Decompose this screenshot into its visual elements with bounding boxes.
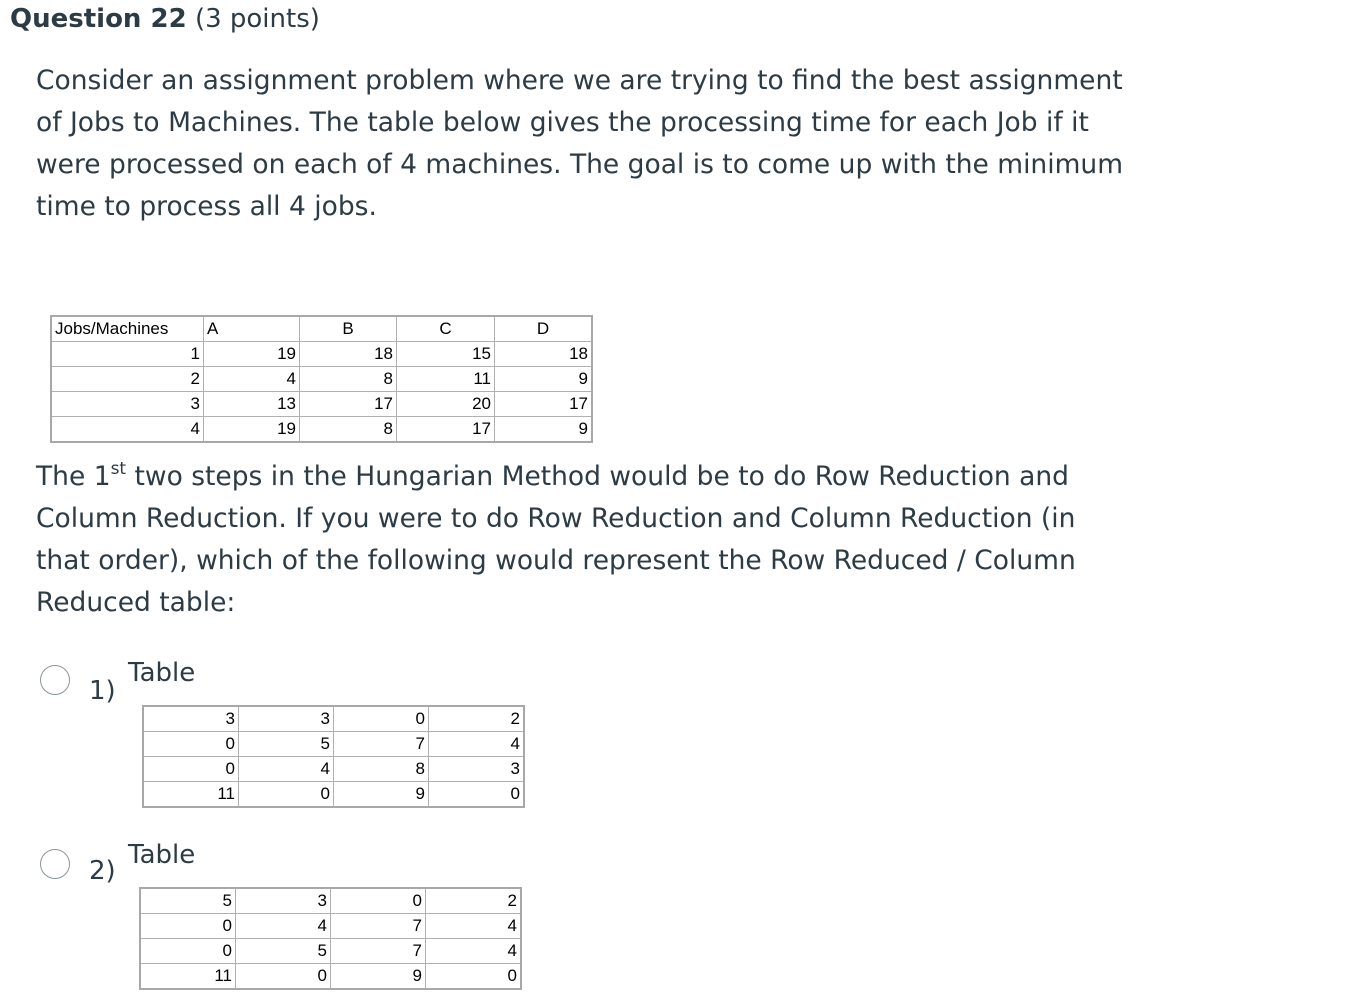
table-cell: 3 [236, 888, 331, 914]
table-cell: 9 [331, 964, 426, 990]
table-cell: 8 [300, 417, 397, 443]
option-2-radio[interactable] [40, 849, 70, 879]
table-row [143, 782, 524, 808]
table-cell: 3 [239, 706, 334, 732]
table-row [140, 939, 521, 964]
option-2-number: 2) [89, 856, 116, 886]
option-1-table [142, 705, 525, 808]
table-cell: 11 [397, 367, 495, 392]
table-cell: 4 [429, 732, 525, 757]
question-intro: Consider an assignment problem where we are trying to find the best assignment of Jobs to Machines. The table below gives the processing time for each Job if it were processed on each of 4 machines. The goal is to come up with the minimum time to process all 4 jobs. [36, 65, 1124, 222]
steps-text-start: The 1 [36, 461, 111, 492]
table-cell: 1 [51, 342, 204, 367]
table-row [143, 706, 524, 732]
table-cell: 4 [51, 417, 204, 443]
table-cell: 0 [426, 964, 522, 990]
question-title: Question 22 [10, 4, 187, 34]
table-cell: 0 [239, 782, 334, 808]
table-cell: 0 [334, 706, 429, 732]
table-cell: 11 [143, 782, 239, 808]
table-cell: 7 [334, 732, 429, 757]
table-row [143, 757, 524, 782]
jobs-machines-table [50, 315, 593, 443]
table-row [51, 367, 592, 392]
option-2-label: Table [128, 840, 196, 870]
table-cell: 0 [331, 888, 426, 914]
table-cell: 13 [204, 392, 300, 417]
table-cell: 2 [429, 706, 525, 732]
question-steps [36, 456, 1126, 624]
table-cell: 19 [204, 417, 300, 443]
table-cell: 0 [140, 939, 236, 964]
header-cell: B [300, 316, 397, 342]
table-cell: 7 [331, 939, 426, 964]
table-cell: 3 [51, 392, 204, 417]
table-row [51, 392, 592, 417]
table-cell: 0 [143, 757, 239, 782]
table-cell: 3 [143, 706, 239, 732]
table-row [51, 342, 592, 367]
table-cell: 18 [300, 342, 397, 367]
header-cell: Jobs/Machines [51, 316, 204, 342]
table-cell: 7 [331, 914, 426, 939]
steps-text-end: two steps in the Hungarian Method would be to do Row Reduction and Column Reduction. If you were to do Row Reduction and Column Reduction (in that order), which of the following would represent the Row Reduced / Column Reduced table: [36, 461, 1076, 618]
option-1-label: Table [128, 658, 196, 688]
table-cell: 5 [140, 888, 236, 914]
table-row [140, 888, 521, 914]
table-cell: 9 [334, 782, 429, 808]
table-cell: 9 [495, 367, 593, 392]
table-cell: 17 [495, 392, 593, 417]
table-row [51, 417, 592, 443]
table-cell: 19 [204, 342, 300, 367]
header-cell: C [397, 316, 495, 342]
option-1-radio[interactable] [40, 665, 70, 695]
table-cell: 4 [239, 757, 334, 782]
option-2-table [139, 887, 522, 990]
table-cell: 5 [239, 732, 334, 757]
question-header [10, 4, 320, 34]
table-cell: 4 [236, 914, 331, 939]
table-cell: 2 [51, 367, 204, 392]
table-row [143, 732, 524, 757]
table-cell: 20 [397, 392, 495, 417]
table-row [140, 964, 521, 990]
table-cell: 5 [236, 939, 331, 964]
table-cell: 3 [429, 757, 525, 782]
table-cell: 8 [300, 367, 397, 392]
table-cell: 9 [495, 417, 593, 443]
table-cell: 0 [143, 732, 239, 757]
steps-superscript: st [110, 459, 127, 480]
header-cell: A [204, 316, 300, 342]
table-cell: 4 [426, 914, 522, 939]
table-cell: 4 [204, 367, 300, 392]
table-cell: 0 [140, 914, 236, 939]
table-cell: 0 [236, 964, 331, 990]
question-points: (3 points) [194, 4, 320, 34]
table-cell: 17 [397, 417, 495, 443]
option-1-number: 1) [89, 676, 116, 706]
header-cell: D [495, 316, 593, 342]
table-cell: 2 [426, 888, 522, 914]
table-cell: 0 [429, 782, 525, 808]
table-cell: 11 [140, 964, 236, 990]
table-header-row [51, 316, 592, 342]
table-cell: 4 [426, 939, 522, 964]
table-cell: 18 [495, 342, 593, 367]
table-cell: 15 [397, 342, 495, 367]
table-cell: 8 [334, 757, 429, 782]
table-row [140, 914, 521, 939]
table-cell: 17 [300, 392, 397, 417]
